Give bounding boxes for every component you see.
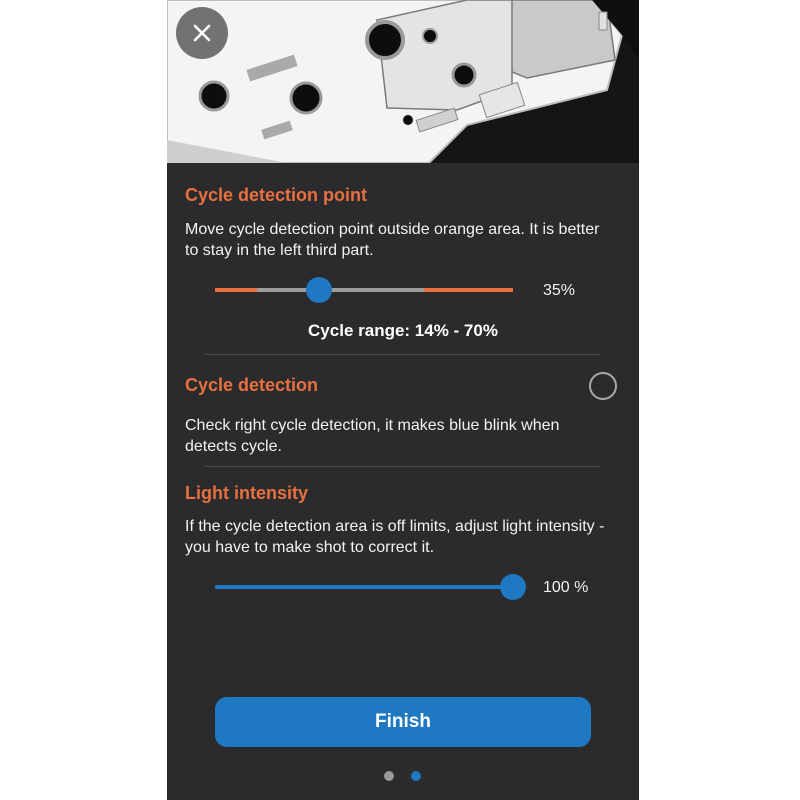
divider <box>205 354 601 355</box>
slider-fill <box>215 585 513 589</box>
cycle-detection-point-slider[interactable] <box>215 276 513 304</box>
pager-dot-active[interactable] <box>411 771 421 781</box>
orange-zone-left <box>215 288 257 292</box>
light-intensity-description: If the cycle detection area is off limits, adjust light intensity - you have to make shot to correct it. <box>185 518 605 556</box>
slider-thumb[interactable] <box>500 574 526 600</box>
pager-dot[interactable] <box>384 771 394 781</box>
cycle-detection-title: Cycle detection <box>185 375 319 395</box>
cycle-detection-point-title: Cycle detection point <box>185 185 368 205</box>
cycle-range-label: Cycle range: 14% - 70% <box>308 321 498 340</box>
cycle-detection-radio[interactable] <box>589 372 617 400</box>
camera-preview-image <box>167 0 639 163</box>
cycle-detection-point-value: 35% <box>543 282 576 299</box>
cycle-detection-point-description: Move cycle detection point outside orange area. It is better to stay in the left third part. <box>185 221 600 259</box>
orange-zone-right <box>424 288 513 292</box>
cycle-detection-description: Check right cycle detection, it makes blue blink when detects cycle. <box>185 417 560 455</box>
close-icon <box>192 23 212 43</box>
divider <box>205 466 601 467</box>
slider-thumb[interactable] <box>306 277 332 303</box>
light-intensity-slider[interactable] <box>215 573 513 601</box>
light-intensity-value: 100 % <box>543 579 589 596</box>
phone-screen <box>167 0 639 800</box>
close-button[interactable] <box>176 7 228 59</box>
finish-button[interactable]: Finish <box>215 697 591 747</box>
light-intensity-title: Light intensity <box>185 483 308 503</box>
